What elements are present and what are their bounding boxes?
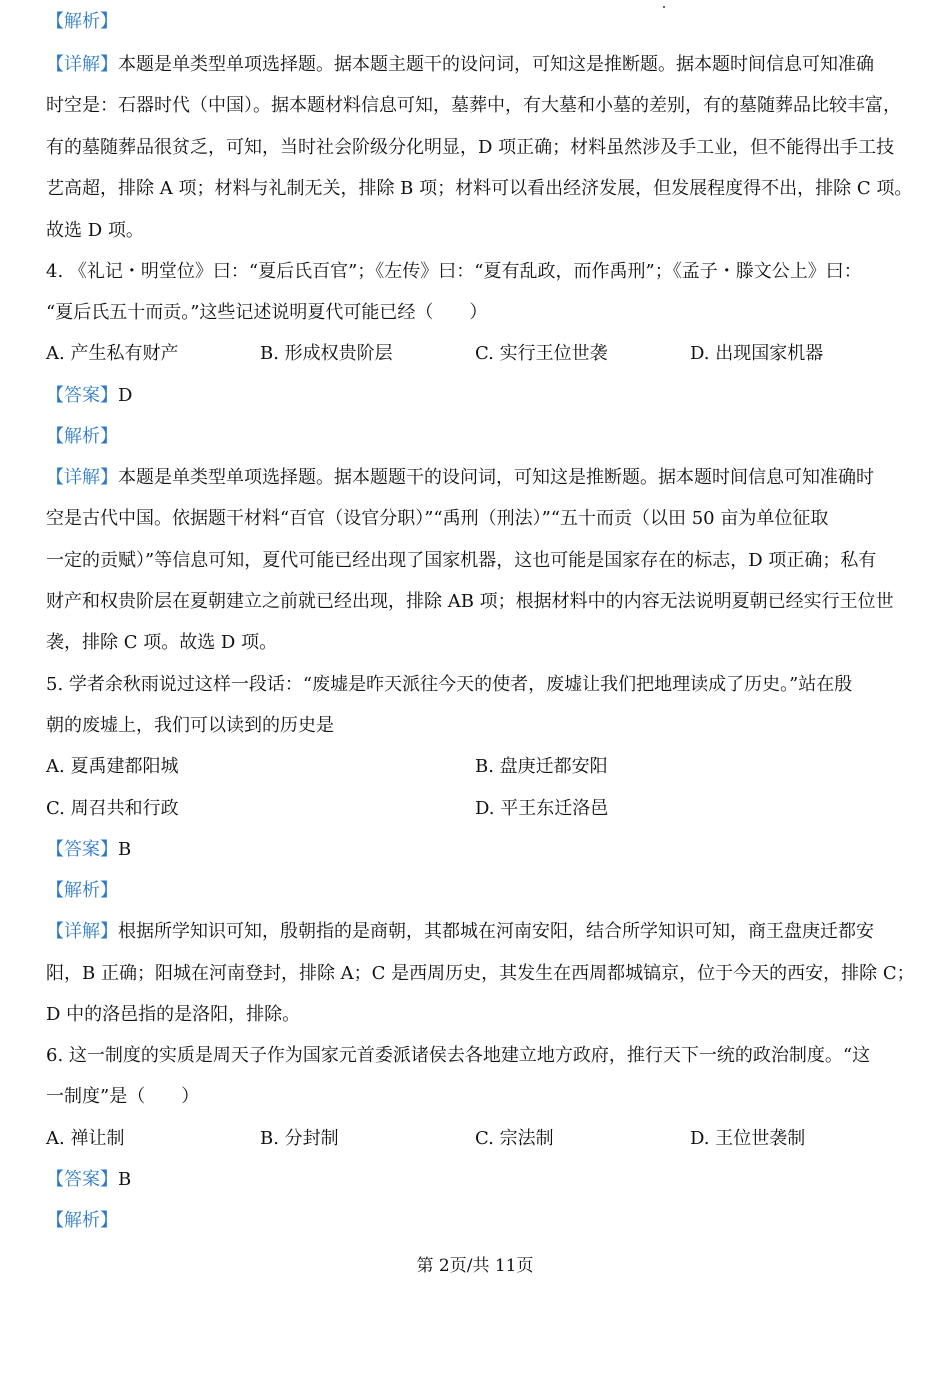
detail-line: 故选 D 项。 [46,220,144,241]
detail-line: 袭，排除 C 项。故选 D 项。 [46,632,278,653]
analysis-tag: 【解析】 [46,426,118,447]
answer-line [46,1168,131,1192]
detail-line: 财产和权贵阶层在夏朝建立之前就已经出现，排除 AB 项；根据材料中的内容无法说明夏朝已经实行王位世 [46,591,894,612]
detail-line: 空是古代中国。依据题干材料“百官（设官分职）”“禹刑（刑法）”“五十而贡（以田 50 亩为单位征取 [46,508,829,529]
question-stem: 4. 《礼记・明堂位》曰：“夏后氏百官”；《左传》曰：“夏有乱政，而作禹刑”；《孟子・滕文公上》曰： [46,261,862,282]
option-c: C. 宗法制 [475,1128,554,1149]
question-stem: 5. 学者余秋雨说过这样一段话：“废墟是昨天派往今天的使者，废墟让我们把地理读成了历史。”站在殷 [46,674,853,695]
option-b: B. 盘庚迁都安阳 [475,756,608,777]
option-b: B. 形成权贵阶层 [260,343,393,364]
option-a: A. 产生私有财产 [46,343,179,364]
detail-tag: 【详解】 [46,921,118,942]
answer-value: D [118,385,133,406]
analysis-tag: 【解析】 [46,1210,118,1231]
answer-line [46,838,131,862]
answer-tag: 【答案】 [46,839,118,860]
answer-tag: 【答案】 [46,385,118,406]
detail-line: 【详解】本题是单类型单项选择题。据本题题干的设问词，可知这是推断题。据本题时间信息可知准确时 [46,467,874,488]
detail-line: 阳，B 正确；阳城在河南登封，排除 A；C 是西周历史，其发生在西周都城镐京，位于今天的西安，排除 C； [46,963,915,984]
question-stem: 一制度”是（ ） [46,1086,200,1107]
option-b: B. 分封制 [260,1128,339,1149]
detail-line: D 中的洛邑指的是洛阳，排除。 [46,1004,301,1025]
answer-tag: 【答案】 [46,1169,118,1190]
answer-value: B [118,839,132,860]
detail-line: 艺高超，排除 A 项；材料与礼制无关，排除 B 项；材料可以看出经济发展，但发展程度得不出，排除 C 项。 [46,178,913,199]
option-d: D. 出现国家机器 [690,343,824,364]
question-stem: 6. 这一制度的实质是周天子作为国家元首委派诸侯去各地建立地方政府，推行天下一统的政治制度。“这 [46,1045,871,1066]
detail-line: 一定的贡赋）”等信息可知，夏代可能已经出现了国家机器，这也可能是国家存在的标志，D 项正确；私有 [46,550,877,571]
detail-line: 【详解】根据所学知识可知，殷朝指的是商朝，其都城在河南安阳，结合所学知识可知，商王盘庚迁都安 [46,921,874,942]
option-d: D. 王位世袭制 [690,1128,806,1149]
analysis-tag: 【解析】 [46,880,118,901]
option-c: C. 周召共和行政 [46,798,179,819]
page-footer: 第 2页/共 11页 [416,1256,534,1276]
analysis-tag: 【解析】 [46,11,118,32]
detail-tag: 【详解】 [46,467,118,488]
detail-line: 【详解】本题是单类型单项选择题。据本题主题干的设问词，可知这是推断题。据本题时间信息可知准确 [46,54,874,75]
detail-line: 有的墓随葬品很贫乏，可知，当时社会阶级分化明显，D 项正确；材料虽然涉及手工业，但不能得出手工技 [46,137,895,158]
detail-tag: 【详解】 [46,54,118,75]
question-stem: 朝的废墟上，我们可以读到的历史是 [46,715,334,736]
option-d: D. 平王东迁洛邑 [475,798,609,819]
answer-value: B [118,1169,132,1190]
detail-line: 时空是：石器时代（中国）。据本题材料信息可知，墓葬中，有大墓和小墓的差别，有的墓随葬品比较丰富， [46,95,901,116]
option-a: A. 夏禹建都阳城 [46,756,179,777]
answer-line [46,384,132,408]
option-a: A. 禅让制 [46,1128,125,1149]
speck-mark [663,6,665,8]
question-stem: “夏后氏五十而贡。”这些记述说明夏代可能已经（ ） [46,302,488,323]
option-c: C. 实行王位世袭 [475,343,608,364]
